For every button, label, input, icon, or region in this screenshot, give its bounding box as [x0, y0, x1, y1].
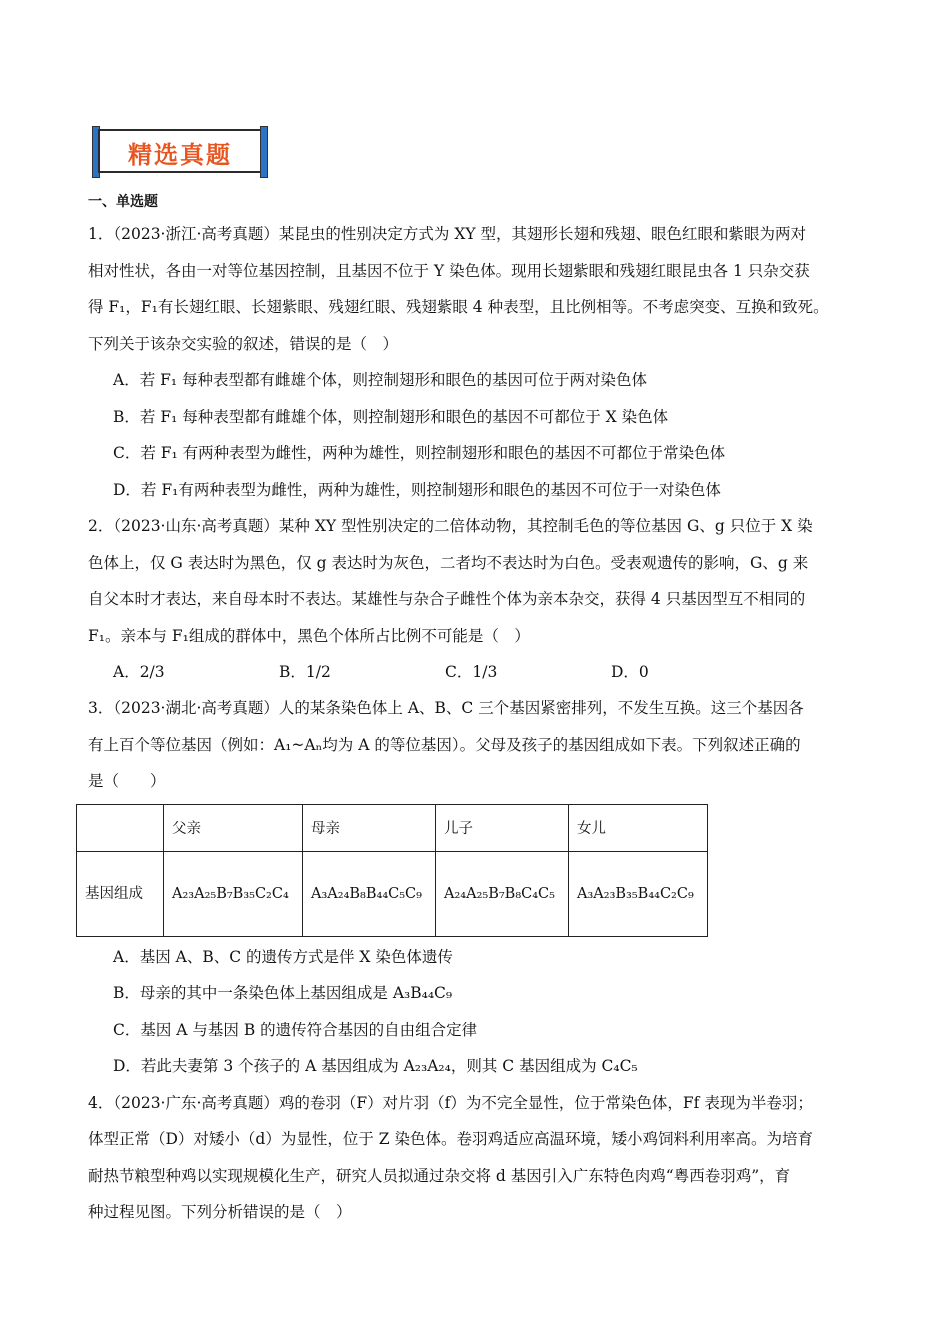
- option-c: C．若 F₁ 有两种表型为雌性，两种为雄性，则控制翅形和眼色的基因不可都位于常染色体: [113, 444, 726, 462]
- question-text-line: 耐热节粮型种鸡以实现规模化生产，研究人员拟通过杂交将 d 基因引入广东特色肉鸡“粤西卷羽鸡”，育: [88, 1166, 791, 1185]
- table-row: [77, 851, 708, 936]
- table-header-cell: 儿子: [436, 804, 569, 851]
- options-row: [88, 654, 878, 690]
- table-header-row: [77, 804, 708, 851]
- question-text-line: 相对性状，各由一对等位基因控制，且基因不位于 Y 染色体。现用长翅紫眼和残翅红眼昆虫各 1 只杂交获: [88, 261, 810, 280]
- banner-title: 精选真题: [128, 141, 232, 169]
- question-text-line: 2．（2023·山东·高考真题）某种 XY 型性别决定的二倍体动物，其控制毛色的等位基因 G、g 只位于 X 染: [88, 517, 813, 535]
- option-b: B．母亲的其中一条染色体上基因组成是 A₃B₄₄C₉: [113, 984, 453, 1002]
- question-text-line: 有上百个等位基因（例如：A₁~Aₙ均为 A 的等位基因）。父母及孩子的基因组成如下表。下列叙述正确的: [88, 735, 801, 754]
- question-text-line: 种过程见图。下列分析错误的是（ ）: [88, 1203, 352, 1221]
- question-1: [88, 216, 878, 508]
- question-2: [88, 508, 878, 690]
- option-b: B．若 F₁ 每种表型都有雌雄个体，则控制翅形和眼色的基因不可都位于 X 染色体: [113, 407, 669, 426]
- option-a: A．若 F₁ 每种表型都有雌雄个体，则控制翅形和眼色的基因可位于两对染色体: [113, 371, 648, 389]
- table-header-cell: [77, 804, 164, 851]
- table-cell: A₃A₂₃B₃₅B₄₄C₂C₉: [569, 851, 708, 936]
- option-c: C．1/3: [445, 663, 498, 681]
- option-b: B．1/2: [279, 663, 331, 681]
- table-header-cell: 女儿: [569, 804, 708, 851]
- question-text-line: 色体上，仅 G 表达时为黑色，仅 g 表达时为灰色，二者均不表达时为白色。受表观遗传的影响，G、g 来: [88, 553, 809, 572]
- table-cell: A₃A₂₄B₈B₄₄C₅C₉: [303, 851, 436, 936]
- question-text-line: 下列关于该杂交实验的叙述，错误的是（ ）: [88, 334, 399, 353]
- question-text-line: 体型正常（D）对矮小（d）为显性，位于 Z 染色体。卷羽鸡适应高温环境，矮小鸡饲料利用率高。为培育: [88, 1130, 813, 1148]
- option-d: D．0: [611, 663, 649, 681]
- question-text-line: 4．（2023·广东·高考真题）鸡的卷羽（F）对片羽（f）为不完全显性，位于常染色体，Ff 表现为半卷羽；: [88, 1093, 813, 1112]
- table-cell: A₂₄A₂₅B₇B₈C₄C₅: [436, 851, 569, 936]
- question-text-line: 得 F₁，F₁有长翅红眼、长翅紫眼、残翅红眼、残翅紫眼 4 种表型，且比例相等。不考虑突变、互换和致死。: [88, 298, 829, 316]
- table-cell: A₂₃A₂₅B₇B₃₅C₂C₄: [164, 851, 303, 936]
- option-d: D．若此夫妻第 3 个孩子的 A 基因组成为 A₂₃A₂₄，则其 C 基因组成为 C₄C₅: [113, 1057, 638, 1075]
- table-row-label: 基因组成: [77, 851, 164, 936]
- option-c: C．基因 A 与基因 B 的遗传符合基因的自由组合定律: [113, 1020, 478, 1039]
- table-header-cell: 母亲: [303, 804, 436, 851]
- option-d: D．若 F₁有两种表型为雌性，两种为雄性，则控制翅形和眼色的基因不可位于一对染色体: [113, 480, 721, 499]
- question-4: [88, 1085, 878, 1231]
- question-text-line: F₁。亲本与 F₁组成的群体中，黑色个体所占比例不可能是（ ）: [88, 626, 530, 645]
- genotype-table: [76, 804, 708, 937]
- section-banner: [92, 126, 268, 178]
- question-text-line: 3．（2023·湖北·高考真题）人的某条染色体上 A、B、C 三个基因紧密排列，不发生互换。这三个基因各: [88, 699, 804, 717]
- option-a: A．基因 A、B、C 的遗传方式是伴 X 染色体遗传: [113, 947, 453, 966]
- question-text-line: 1．（2023·浙江·高考真题）某昆虫的性别决定方式为 XY 型，其翅形长翅和残翅、眼色红眼和紫眼为两对: [88, 225, 807, 243]
- table-header-cell: 父亲: [164, 804, 303, 851]
- section-heading: 一、单选题: [88, 194, 158, 210]
- banner-right-scroll: [260, 126, 268, 178]
- question-text-line: 自父本时才表达，来自母本时不表达。某雄性与杂合子雌性个体为亲本杂交，获得 4 只基因型互不相同的: [88, 590, 806, 608]
- option-a: A．2/3: [113, 663, 165, 681]
- question-text-line: 是（ ）: [88, 772, 166, 790]
- question-3: [85, 690, 878, 1085]
- document-body: [85, 188, 878, 1231]
